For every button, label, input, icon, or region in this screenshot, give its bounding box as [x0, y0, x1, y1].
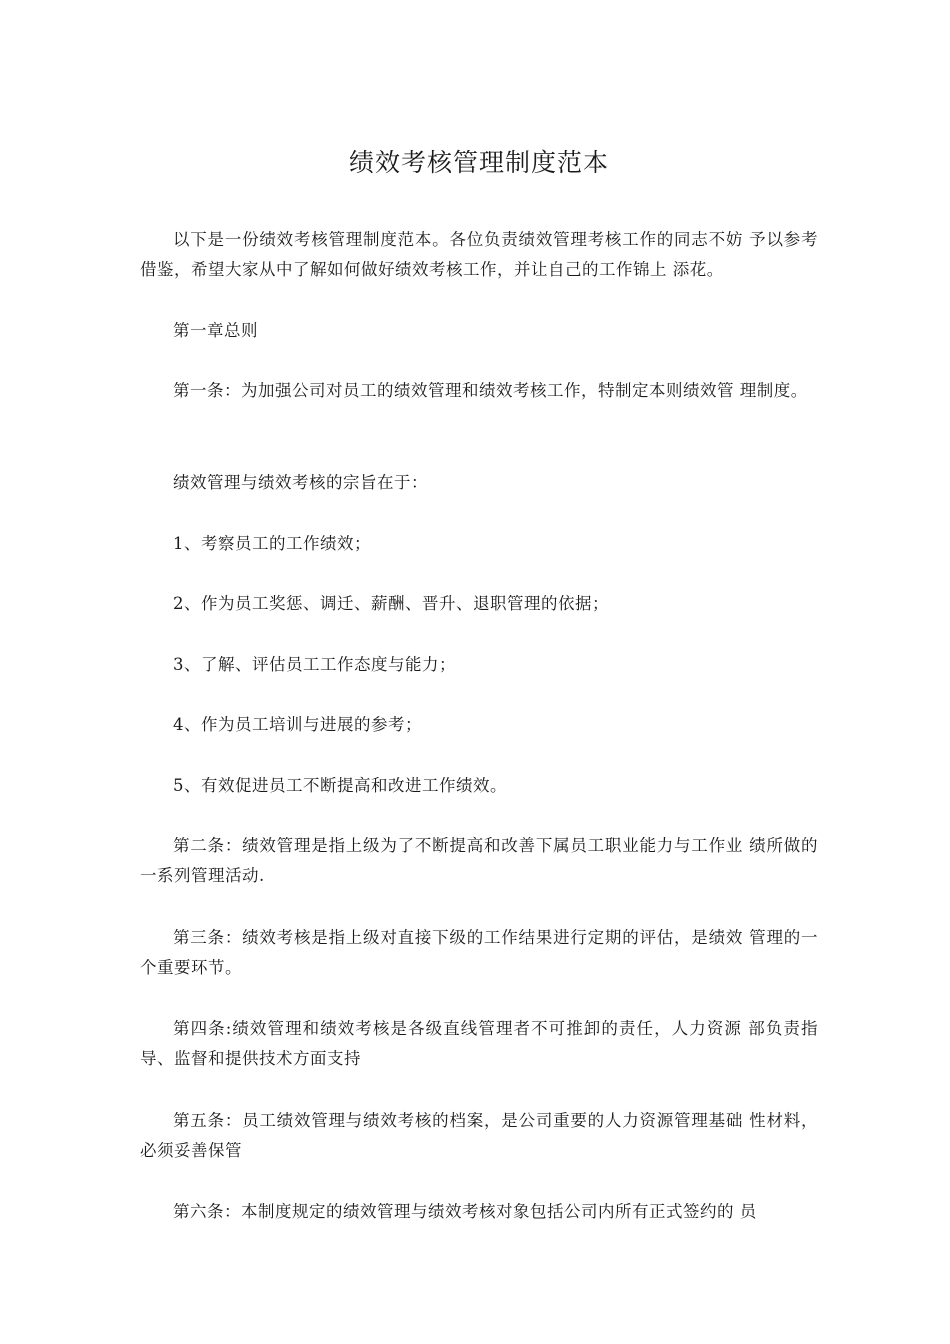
document-title: 绩效考核管理制度范本 [348, 148, 609, 177]
purpose-item-4: 4、作为员工培训与进展的参考； [173, 715, 422, 734]
article-1: 第一条：为加强公司对员工的绩效管理和绩效考核工作，特制定本则绩效管 理制度。 [173, 381, 808, 400]
intro-paragraph: 以下是一份绩效考核管理制度范本。各位负责绩效管理考核工作的同志不妨 予以参考借鉴，希望大家从中了解如何做好绩效考核工作，并让自己的工作锦上 添花。 [140, 230, 818, 279]
article-4: 第四条:绩效管理和绩效考核是各级直线管理者不可推卸的责任，人力资源 部负责指导、监督和提供技术方面支持 [140, 1019, 818, 1068]
chapter-heading: 第一章总则 [173, 321, 258, 340]
purpose-item-1: 1、考察员工的工作绩效； [173, 534, 371, 553]
article-6: 第六条：本制度规定的绩效管理与绩效考核对象包括公司内所有正式签约的 员 [173, 1202, 757, 1221]
purpose-item-3: 3、了解、评估员工工作态度与能力； [173, 655, 456, 674]
article-2: 第二条：绩效管理是指上级为了不断提高和改善下属员工职业能力与工作业 绩所做的一系列管理活动. [140, 836, 818, 885]
article-3: 第三条：绩效考核是指上级对直接下级的工作结果进行定期的评估，是绩效 管理的一个重要环节。 [140, 928, 818, 977]
article-5: 第五条：员工绩效管理与绩效考核的档案，是公司重要的人力资源管理基础 性材料，必须妥善保管 [140, 1111, 818, 1160]
purpose-heading: 绩效管理与绩效考核的宗旨在于： [173, 473, 428, 492]
purpose-item-5: 5、有效促进员工不断提高和改进工作绩效。 [173, 776, 507, 795]
purpose-item-2: 2、作为员工奖惩、调迁、薪酬、晋升、退职管理的依据； [173, 594, 609, 613]
